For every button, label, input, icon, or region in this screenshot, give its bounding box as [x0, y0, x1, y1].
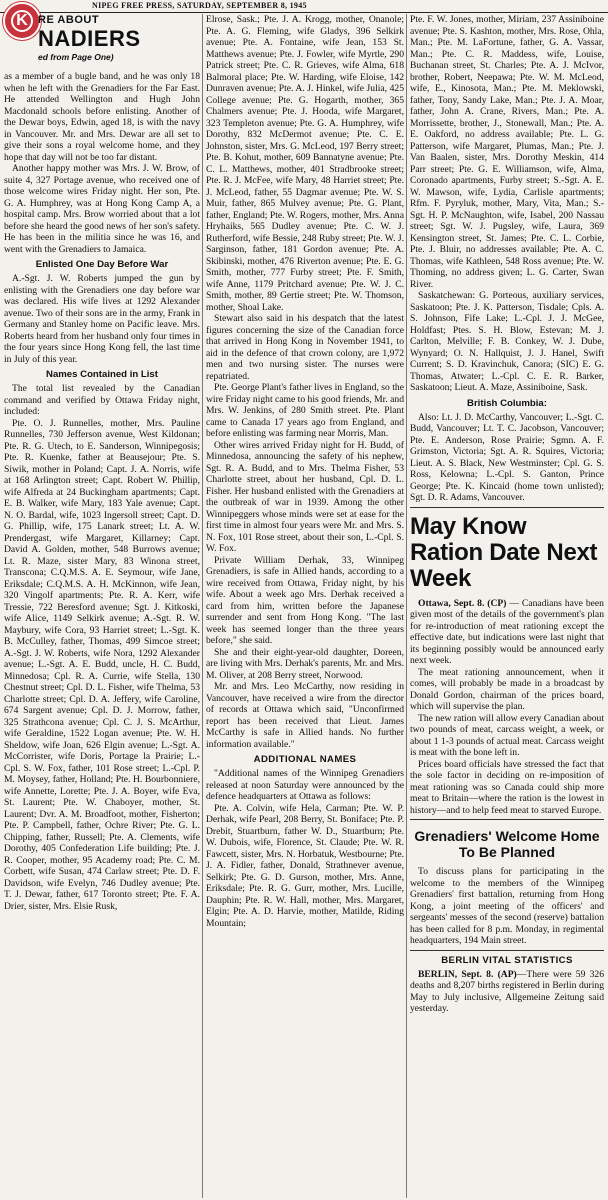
paragraph: Other wires arrived Friday night for H. Budd, of Minnedosa, announcing the safety of his nephew, Sgt. R. A. Budd, and to Mrs. Thelma Fisher, 53 Charlotte street, about her husband, Cpl. D. L. Fisher. Her husband enlisted with the Grenadiers at the outbreak of war in 1939. Among the other Winnipeggers whose minds were set at ease for the first time in almost four years were Mr. and Mrs. S. N. Fox, 101 Rose street, about their son, L.-Cpl. S. W. Fox. — [206, 439, 404, 554]
subheading: Enlisted One Day Before War — [35, 259, 169, 270]
masthead — [0, 0, 608, 13]
paragraph: Another happy mother was Mrs. J. W. Brow, of suite 4, 327 Portage avenue, who received one of those welcome wires Friday night. Her son, Pte. G. A. Humphrey, was at Hong Kong Camp A, a hospital camp. Mrs. Brow worried about that a lot before she heard the good news of her son's safety. He has been in the militia since he was 16, and went with the Grenadiers to Jamaica. — [4, 163, 200, 255]
story-kicker: RE ABOUT — [38, 14, 100, 26]
ration-headline: May Know Ration Date Next Week — [410, 512, 598, 592]
column-3 — [410, 14, 604, 1198]
paragraph: —There were 59 326 deaths and 8,207 births registered in Berlin during May to July inclusive, Allgemeine Zeitung said yesterday. — [410, 968, 604, 1014]
divider — [410, 819, 604, 820]
subheading: British Columbia: — [467, 397, 547, 409]
column-rule — [406, 14, 407, 1198]
subheading: Names Contained in List — [46, 369, 158, 380]
paragraph: — Canadians have been given most of the details of the government's plan for re-introduction of meat rationing except the effective date, but indications were last night that its beginning possibly would be announced early next week. — [410, 597, 604, 666]
paragraph: The meat rationing announcement, when it comes, will probably be made in a broadcast by Donald Gordon, chairman of the prices board, which will supervise the plan. — [410, 666, 604, 712]
dateline: Ottawa, Sept. 8. (CP) — [418, 597, 507, 609]
paragraph: as a member of a bugle band, and he was only 18 when he left with the Grenadiers for the Far East. He attended Wellington and Hugh John Macdonald schools before enlisting. Another of the Dewar boys, Edwin, aged 18, is with the navy in Vancouver. Mr. and Mrs. Dewar are all set to give their sons a royal welcome home, and they hope that day will not be too far distant. — [4, 71, 200, 163]
column-2 — [206, 14, 404, 1198]
divider — [410, 507, 604, 508]
divider — [410, 950, 604, 951]
name-list: Pte. F. W. Jones, mother, Miriam, 237 Assiniboine avenue; Pte. S. Kashton, mother, Mrs. Rose, Ohla, Man.; Pte. M. LaFortune, father, G. A. Vassar, Man.; Pte. C. R. Maddess, wife, Louise, Buchanan street, St. Charles; Pte. A. J. McIvor, brother, Robert, Neepawa; Pte. W. M. McLeod, wife, E., Kinosota, Man.; Pte. M. Meklowski, father, Tony, Sandy Lake, Man.; Pte. J. A. Moar, father, John A. Crane, Rivers, Man.; Pte. A. Morrissette, brother, J., Stonewall, Man.; Pte. A. E. Oakford, no address available; Pte. L. G. Patterson, wife Margaret, Plumas, Man.; Pte. J. Van Baalen, sister, Mrs. Dorothy Meskin, 414 Parr street; Pte. G. E. Williamson, wife, Alma, Coronado apartments, Furby street; S.-Sgt. A. E. W. Mawson, wife, Lydia, Carlisle apartments; Rfm. F. Pyryluk, mother, Mary, Vita, Man.; S.-Sgt. H. P. McNaughton, wife, Isabel, 200 Nassau street; Sgt. W. J. Pugsley, wife, Laura, 369 Kensington street, St. James; Pte. C. L. Corbie, Pte. J. Bluir, no addresses available; Pte. A. C. Thomas, wife Kathleen, 548 Ross avenue; Pte. W. Thoming, no address given; L. G. Carter, Swan River. — [410, 14, 604, 290]
paragraph: She and their eight-year-old daughter, Doreen, are living with Mrs. Derhak's parents, Mr. and Mrs. M. Oliver, at 208 Berry street, Norwood. — [206, 646, 404, 681]
column-1 — [4, 14, 200, 1198]
welcome-headline: Grenadiers' Welcome Home To Be Planned — [414, 828, 600, 860]
paragraph: Private William Derhak, 33, Winnipeg Grenadiers, is safe in Allied hands, according to a wire received from Ottawa, Friday night, by his wife. About a week ago Mrs. Derhak received a card from him, written before the Japanese surrender and sent from Hong Kong. "The last week has seemed longer than the three years before," she said. — [206, 554, 404, 646]
paragraph: To discuss plans for participating in the welcome to the members of the Winnipeg Grenadiers' first battalion, returning from Hong Kong, a joint meeting of the officers' and sergeants' messes of the second (reserve) battalion has been called for 8 p.m. Monday, in regimental headquarters, 194 Main street. — [410, 866, 604, 946]
name-list: Elrose, Sask.; Pte. J. A. Krogg, mother, Onanole; Pte. A. G. Fleming, wife Gladys, 396 Selkirk avenue; Pte. A. Fontaine, wife Jean, 153 St. Matthews avenue; Pte. J. Fowler, wife Myrtle, 290 Patrick street; Pte. C. R. Grieves, wife Alma, 618 Balmoral place; Pte. W. Harding, wife Eloise, 142 Dunraven avenue; Pte. A. J. Hinkel, wife Julia, 425 College avenue; Pte. G. Hogarth, mother, 365 Chalmers avenue; Pte. J. Hooda, wife Margaret, 323 Templeton avenue; Pte. G. A. Humphrey, wife Dorothy, 832 McDermot avenue; Pte. C. E. Johnston, sister, Mrs. G. McLeod, 197 Berry street; Pte. B. Kohut, mother, 609 Bannatyne avenue; Pte. C. L. Matthews, mother, 401 Stradbrooke street; Pte. R. J. McFee, wife Mary, 48 Harriet street; Pte. J. McLeod, father, 55 Dagmar avenue; Pte. W. S. Muir, father, 865 Mulvey avenue; Pte. G. Plant, father, England; Pte. W. Rogers, mother, Mrs. Anna Hryhaiks, 565 Dudley avenue; Pte. C. W. J. Rutherford, wife Bessie, 248 Ruby street; Pte. W. J. Sarginson, father, 181 Gordon avenue; Pte. A. Skibinski, mother, 476 Riverton avenue; Pte. E. G. Smith, mother, 777 Furby street; Pte. F. Smith, wife Anne, 1179 Pritchard avenue; Pte. W. J. C. Smith, mother, 89 Gertie street; Pte. W. Thomson, mother, Shoal Lake. — [206, 14, 404, 313]
subheading: ADDITIONAL NAMES — [253, 754, 357, 765]
paragraph: Mr. and Mrs. Leo McCarthy, now residing in Vancouver, have received a wire from the director of records at Ottawa which said, "Unconfirmed report has been received that Lieut. James McCarthy is safe in Allied hands. No further information available." — [206, 681, 404, 750]
paragraph: Saskatchewan: G. Porteous, auxiliary services, Saskatoon; Pte. J. K. Patterson, Tisdale; Cpls. A. S. Johnson, Fife Lake; L.-Cpl. J. J. McGee, Holdfast; Ptes. S. H. Blow, Estevan; M. J. Carlton, Melville; F. B. Conkey, W. J. Dube, Wynyard; O. N. Hallquist, J. J. Hanel, Swift Current; S. D. Kravinchuk, Canora; (SIC) E. G. Thomas, Atwater; L.-Cpl. C. E. R. Barker, Saskatoon; Lieut. A. Maze, Assiniboine, Sask. — [410, 290, 604, 393]
paragraph: Pte. George Plant's father lives in England, so the wire Friday night came to his good friends, Mr. and Mrs. W. Jenkins, of 280 Smith street. Pte. Plant came to Canada 17 years ago from England, and before enlisting was farming near Morris, Man. — [206, 382, 404, 439]
story-headline: NADIERS — [38, 26, 141, 51]
paragraph: A.-Sgt. J. W. Roberts jumped the gun by enlisting with the Grenadiers one day before war was declared. His wife lives at 1292 Alexander avenue. Two of their sons are in the army, Frank in Germany and Stanley home on Pacific leave. Mrs. Roberts heard from her husband only four times in the four years since Hong Kong fell, the last time in July of this year. — [4, 273, 200, 365]
paragraph: Stewart also said in his despatch that the latest figures concerning the size of the Canadian force that arrived in Hong Kong in November 1941, to aid in the defence of that crown colony, are 1,972 men and two nursing sister. The nurses were repatriated. — [206, 313, 404, 382]
paragraph: "Additional names of the Winnipeg Grenadiers released at noon Saturday were announced by the defence headquarters at Ottawa as follows: — [206, 768, 404, 802]
paragraph: Prices board officials have stressed the fact that the sole factor in deciding on re-imposition of meat rationing was so Canada could ship more meat to Britain—where the ration is the lowest in history—and to help feed meat to starved Europe. — [410, 758, 604, 816]
name-list: Pte. O. J. Runnelles, mother, Mrs. Pauline Runnelles, 730 Jefferson avenue, West Kildonan; Pte. R. G. Utech, to E. Sanderson, Winnipegosis; Pte. R. Kuenke, father at Beausejour; Pte. S. Siwik, mother in Poland; Capt. J. A. Norris, wife at 168 Arlington street; Capt. Robert W. Phillip, wife Alfreda at 24 Buckingham apartments; Capt. E. B. Walker, wife Mary, 183 Yale avenue; Capt. N. O. Bardal, wife, 1023 Ingersoll street; Capt. D. G. Phillip, wife, 175 Lanark street; Lt. A. W. Prendergast, wife Margaret, Killarney; Capt. David A. Golden, mother, 548 Burrows avenue; Lt. R. Maze, sister Mary, 83 Winona street, Transcona; C.Q.M.S. A. E. Seymour, wife Jane, Eriksdale; C.Q.M.S. A. H. McKinnon, wife Jean, 320 Vingolf apartments; Pte. R. A. Kerr, wife Tressie, 722 Beresford avenue; Sgt. J. Kitkoski, wife Alice, 1149 Selkirk avenue; A.-Sgt. R. W. Maybury, wife Cora, 93 Harriet street; L.-Sgt. K. B. McCulley, father, Thomas, 499 Simcoe street; A.-Sgt. J. W. Roberts, wife Nora, 1292 Alexander avenue; L.-Sgt. A. E. Budd, uncle, H. C. Budd, Minnedosa; Cpl. R. A. Currie, wife Stella, 130 Chestnut street; Cpl. D. L. Fisher, wife Thelma, 53 Charlotte street; Cpl. D. A. Jeffery, wife Caroline, 674 Sargent avenue; Cpl. D. J. Morrow, father, 325 Strathcona avenue; Cpl. C. J. S. McArthur, wife Geraldine, 1522 Logan avenue; Pte. W. H. Sheldow, wife Joan, 626 Elgin avenue; L.-Sgt. A. McCorrister, wife Doris, Portage la Prairie; L.-Cpl. S. W. Fox, father, 101 Rose street; L.-Cpl. P. M. Moysey, father, Holland; Pte. H. Bourbonniere, wife Annette, Lorette; Pte. J. A. Boyer, wife Eva, St. Laurent; Pte. W. Chaboyer, mother, St. Laurent; Dvr. A. M. Broadfoot, mother, Fisherton; Pte. P. Campbell, father, Ochre River; Pte. G. L. Chipping, father, Russell; Pte. A. Clements, wife Dorothy, 405 Confederation Life building; Pte. J. R. Cooper, mother, 95 Academy road; Pte. C. M. Corbett, wife Susan, 474 Carlaw street; Pte. D. F. Davidson, wife Evelyn, 746 Dudley avenue; Pte. T. J. Dewar, father, 617 Toronto street; Pte. F. A. Drier, sister, Mrs. Elsie Rusk, — [4, 417, 200, 912]
paragraph: The total list revealed by the Canadian command and verified by Ottawa Friday night, included: — [4, 383, 200, 417]
dateline: BERLIN, Sept. 8. (AP) — [418, 968, 517, 980]
paragraph: Also: Lt. J. D. McCarthy, Vancouver; L.-Sgt. C. Budd, Vancouver; Lt. T. C. Jacobson, Vancouver; Pte. E. Anderson, Rose Prairie; Sgmn. A. F. Grimston, Victoria; Sgt. A. R. Squires, Victoria; Lieut. A. S. Black, New Westminster; Cpl. G. S. Ross, Kelowna; L.-Cpl. S. Ganton, Prince George; Pte. K. Kincaid (home town unlisted); Sgt. D. R. Adams, Vancouver. — [410, 411, 604, 503]
continued-note: ed from Page One) — [38, 52, 114, 62]
column-rule — [202, 14, 203, 1198]
k-logo-icon: K — [3, 2, 41, 40]
berlin-headline: BERLIN VITAL STATISTICS — [441, 954, 573, 966]
name-list: Pte. A. Colvin, wife Hela, Carman; Pte. W. P. Derhak, wife Pearl, 208 Berry, St. Boniface; Pte. P. Drebit, Stuartburn, father W. D., Stuartburn; Pte. W. Dubois, wife, Florence, St. Claude; Pte. W. R. Fawcett, sister, Mrs. N. Horbatuk, Westbourne; Pte. J. A. Fidler, father, Donald, Strathnever avenue, Selkirk; Pte. G. D. Gurson, mother, Mrs. Anne, Eriksdale; Pte. R. G. Gurr, mother, Mrs. Lucille, Dauphin; Pte. R. W. Hall, mother, Mrs. Margaret, Elgin; Pte. A. D. Harvie, mother, Matilde, Riding Mountain; — [206, 802, 404, 929]
paragraph: The new ration will allow every Canadian about two pounds of meat, carcass weight, a week, or about 1 1-3 pounds of actual meat. Carcass weight is meat with the bone left in. — [410, 712, 604, 758]
masthead-text: NIPEG FREE PRESS, SATURDAY, SEPTEMBER 8, 1945 — [92, 1, 307, 10]
